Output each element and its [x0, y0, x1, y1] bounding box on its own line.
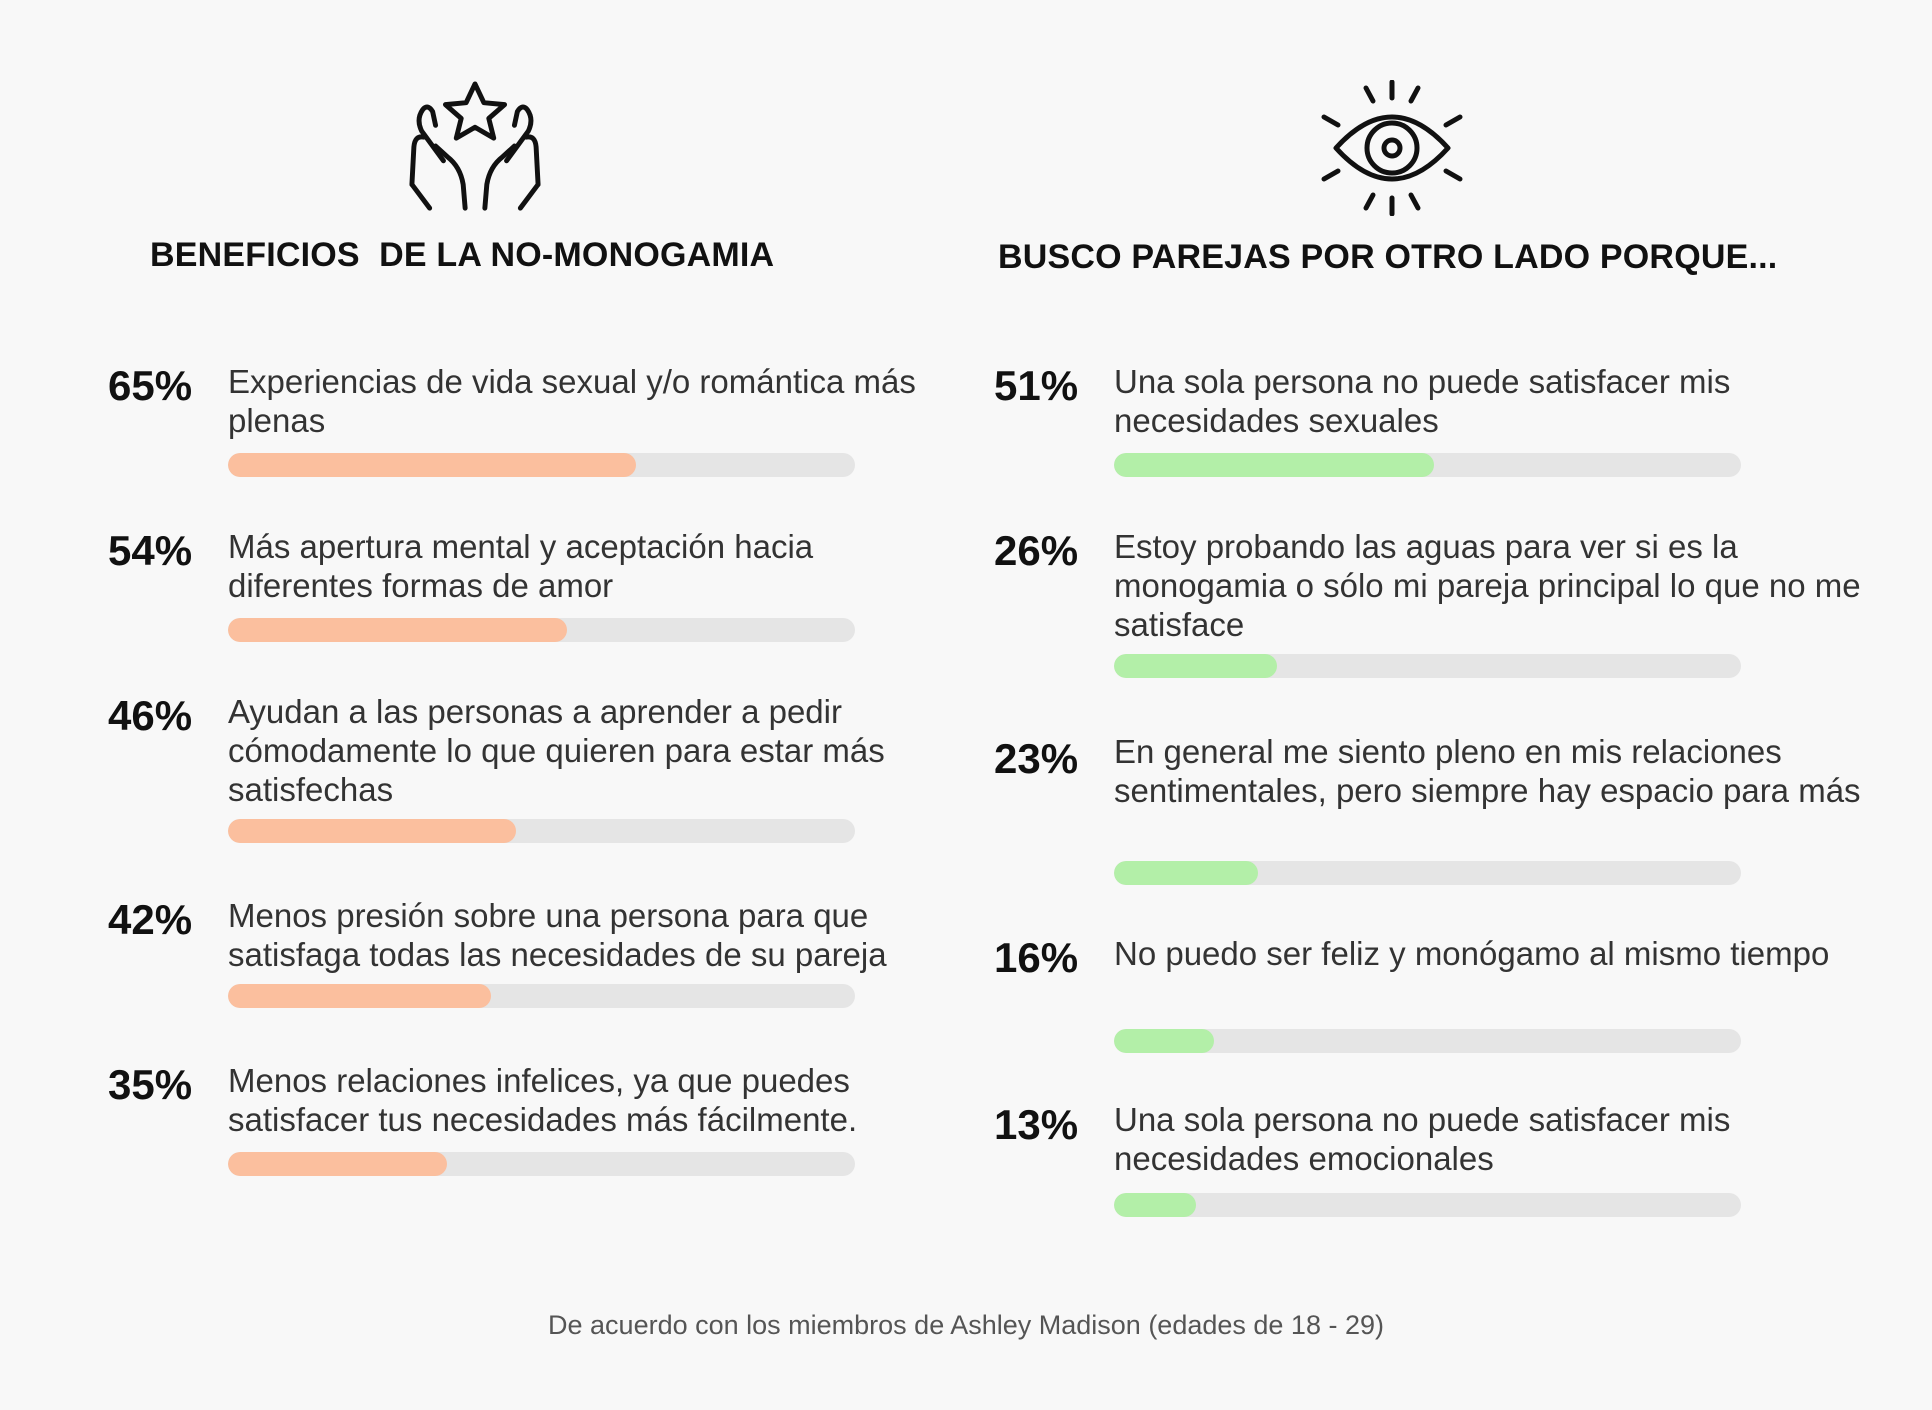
bar-track — [1114, 654, 1741, 678]
right-title: BUSCO PAREJAS POR OTRO LADO PORQUE... — [998, 238, 1778, 276]
percentage-label: 65% — [108, 362, 193, 409]
bar-track — [1114, 861, 1741, 885]
bar-track — [228, 453, 855, 477]
category-label: Menos presión sobre una persona para que satisfaga todas las necesidades de su pareja — [228, 897, 887, 973]
percentage-label: 46% — [108, 692, 193, 739]
bar-fill — [1114, 861, 1258, 885]
percentage-label: 13% — [994, 1101, 1079, 1148]
bar-fill — [228, 984, 491, 1008]
bar-fill — [1114, 453, 1434, 477]
category-label: Ayudan a las personas a aprender a pedir cómodamente lo que quieren para estar más satisfechas — [228, 693, 885, 808]
bar-fill — [228, 819, 516, 843]
bar-track — [228, 819, 855, 843]
bar-track — [1114, 1029, 1741, 1053]
hands-star-icon — [406, 78, 544, 216]
bar-fill — [228, 618, 567, 642]
category-label: Estoy probando las aguas para ver si es la monogamia o sólo mi pareja principal lo que no me satisface — [1114, 528, 1861, 643]
bar-fill — [1114, 654, 1277, 678]
percentage-label: 51% — [994, 362, 1079, 409]
percentage-label: 42% — [108, 896, 193, 943]
bar-fill — [1114, 1029, 1214, 1053]
bar-fill — [228, 1152, 447, 1176]
percentage-label: 23% — [994, 735, 1079, 782]
category-label: Menos relaciones infelices, ya que puedes satisfacer tus necesidades más fácilmente. — [228, 1062, 858, 1138]
bar-fill — [1114, 1193, 1196, 1217]
bar-fill — [228, 453, 636, 477]
category-label: Una sola persona no puede satisfacer mis necesidades emocionales — [1114, 1101, 1731, 1177]
category-label: Más apertura mental y aceptación hacia diferentes formas de amor — [228, 528, 814, 604]
category-label: Una sola persona no puede satisfacer mis necesidades sexuales — [1114, 363, 1731, 439]
left-title: BENEFICIOS DE LA NO-MONOGAMIA — [150, 236, 775, 274]
category-label: No puedo ser feliz y monógamo al mismo tiempo — [1114, 935, 1830, 972]
percentage-label: 54% — [108, 527, 193, 574]
bar-track — [1114, 1193, 1741, 1217]
category-label: En general me siento pleno en mis relaciones sentimentales, pero siempre hay espacio para más — [1114, 733, 1861, 809]
bar-track — [1114, 453, 1741, 477]
bar-track — [228, 618, 855, 642]
category-label: Experiencias de vida sexual y/o romántica más plenas — [228, 363, 916, 439]
footnote: De acuerdo con los miembros de Ashley Madison (edades de 18 - 29) — [548, 1310, 1384, 1340]
percentage-label: 26% — [994, 527, 1079, 574]
percentage-label: 35% — [108, 1061, 193, 1108]
eye-icon — [1320, 80, 1464, 216]
percentage-label: 16% — [994, 934, 1079, 981]
bar-track — [228, 984, 855, 1008]
bar-track — [228, 1152, 855, 1176]
